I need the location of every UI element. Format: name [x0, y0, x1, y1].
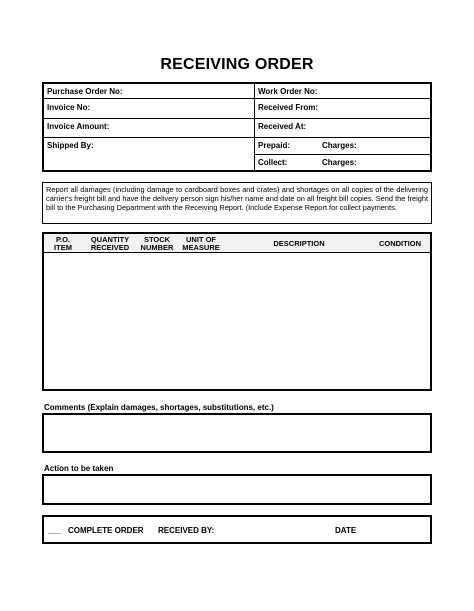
received-from-field[interactable]: Received From:	[258, 103, 319, 112]
received-at-field[interactable]: Received At:	[258, 122, 307, 131]
completion-box	[42, 515, 432, 544]
shipped-by-field[interactable]: Shipped By:	[47, 141, 94, 150]
order-info-box	[42, 82, 432, 172]
invoice-amount-field[interactable]: Invoice Amount:	[47, 122, 110, 131]
action-label: Action to be taken	[44, 464, 114, 473]
prepaid-charges-field[interactable]: Charges:	[322, 141, 357, 150]
items-table[interactable]	[42, 232, 432, 391]
col-description: DESCRIPTION	[273, 239, 325, 248]
col-unit-of-measure: UNIT OF MEASURE	[182, 235, 220, 252]
col-quantity-received: QUANTITY RECEIVED	[90, 235, 130, 252]
complete-order-label: COMPLETE ORDER	[68, 526, 144, 535]
collect-charges-field[interactable]: Charges:	[322, 158, 357, 167]
page-title: RECEIVING ORDER	[160, 56, 314, 73]
invoice-no-field[interactable]: Invoice No:	[47, 103, 91, 112]
prepaid-field[interactable]: Prepaid:	[258, 141, 291, 150]
collect-field[interactable]: Collect:	[258, 158, 288, 167]
date-field[interactable]: DATE	[335, 526, 357, 535]
col-stock-number: STOCK NUMBER	[140, 235, 174, 252]
col-po-item: P.O. ITEM	[54, 235, 72, 252]
complete-order-checkbox[interactable]: ___	[48, 526, 62, 535]
comments-label: Comments (Explain damages, shortages, substitutions, etc.)	[44, 403, 274, 412]
received-by-field[interactable]: RECEIVED BY:	[158, 526, 215, 535]
purchase-order-no-field[interactable]: Purchase Order No:	[47, 87, 123, 96]
work-order-no-field[interactable]: Work Order No:	[258, 87, 318, 96]
damage-report-notice: Report all damages (including damage to cardboard boxes and crates) and shortages on all copies of the delivering carrier's freight bill and have the delivery person sign his/her name and date on all freight bill copies. Send the freight bill to the Purchasing Department with the Receiving Report. (Include Expense Report for collect payments.	[42, 182, 432, 224]
col-condition: CONDITION	[378, 239, 422, 248]
action-box[interactable]	[42, 474, 432, 505]
comments-box[interactable]	[42, 413, 432, 453]
